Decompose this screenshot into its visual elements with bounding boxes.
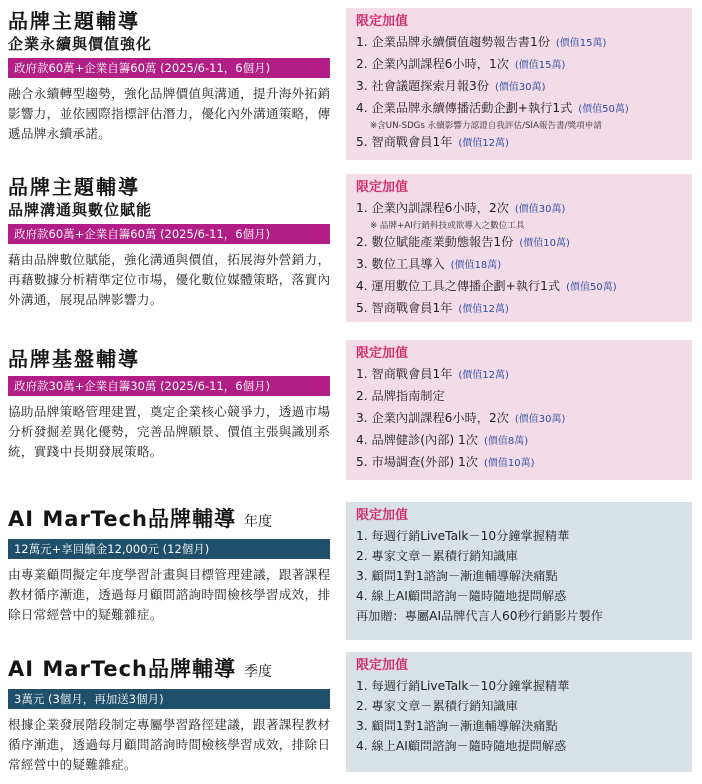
plan-ai-martech-annual <box>0 502 702 640</box>
bonus-panel <box>346 502 692 640</box>
plan-info <box>8 506 338 625</box>
plan-description: 根據企業發展階段制定專屬學習路徑建議，跟著課程教材循序漸進，透過每月顧問諮詢時間檢核學習成效，排除日常經營中的疑難雜症。 <box>8 717 331 772</box>
bonus-item: 1. 智商戰會員1年 (價值12萬) <box>356 367 509 381</box>
bonus-extra: 再加贈：專屬AI品牌代言人60秒行銷影片製作 <box>356 609 603 623</box>
bonus-panel <box>346 652 692 772</box>
plan-title: 品牌主題輔導 <box>8 9 140 33</box>
plan-subtitle: 品牌溝通與數位賦能 <box>8 201 153 219</box>
plan-description: 由專業顧問擬定年度學習計畫與目標管理建議，跟著課程教材循序漸進，透過每月顧問諮詢時間檢核學習成效，排除日常經營中的疑難雜症。 <box>8 567 331 622</box>
bonus-title: 限定加值 <box>356 14 409 29</box>
bonus-title: 限定加值 <box>356 180 409 195</box>
plan-info <box>8 174 338 310</box>
bonus-title: 限定加值 <box>356 508 409 523</box>
bonus-item: 2. 企業內訓課程6小時，1次 (價值15萬) <box>356 57 566 71</box>
bonus-item: 3. 社會議題探索月報3份 (價值30萬) <box>356 79 546 93</box>
plan-title: 品牌主題輔導 <box>8 175 140 199</box>
plan-period: 季度 <box>243 664 272 680</box>
bonus-item: 1. 每週行銷LiveTalk－10分鐘掌握精華 <box>356 529 570 543</box>
price-band: 政府款60萬+企業自籌60萬 (2025/6-11，6個月) <box>8 224 330 244</box>
bonus-item: 5. 智商戰會員1年 (價值12萬) <box>356 301 509 315</box>
bonus-panel <box>346 340 692 480</box>
bonus-note: ※含UN-SDGs 永續影響力認證自我評估/SIA報告書/獎項申請 <box>370 121 602 131</box>
bonus-panel <box>346 8 692 160</box>
bonus-item: 5. 市場調查(外部) 1次 (價值10萬) <box>356 455 535 469</box>
bonus-item: 2. 專家文章－累積行銷知識庫 <box>356 699 518 713</box>
plan-period: 年度 <box>243 514 272 530</box>
bonus-item: 3. 顧問1對1諮詢－漸進輔導解決痛點 <box>356 719 558 733</box>
plan-foundation <box>0 340 702 480</box>
bonus-item: 1. 企業品牌永續價值趨勢報告書1份 (價值15萬) <box>356 35 607 49</box>
bonus-item: 2. 數位賦能產業動態報告1份 (價值10萬) <box>356 235 570 249</box>
plan-description: 融合永續轉型趨勢，強化品牌價值與溝通，提升海外拓銷影響力，並依國際指標評估潛力，優化內外溝通策略，傳遞品牌永續承諾。 <box>8 86 331 141</box>
bonus-item: 4. 線上AI顧問諮詢－隨時隨地提問解惑 <box>356 739 567 753</box>
plan-description: 協助品牌策略管理建置，奠定企業核心競爭力，透過市場分析發掘差異化優勢，完善品牌願景、價值主張與識別系統，實踐中長期發展策略。 <box>8 404 331 459</box>
bonus-item: 4. 線上AI顧問諮詢－隨時隨地提問解惑 <box>356 589 567 603</box>
bonus-item: 3. 數位工具導入 (價值18萬) <box>356 257 502 271</box>
bonus-item: 2. 品牌指南制定 <box>356 389 445 403</box>
bonus-item: 4. 品牌健診(內部) 1次 (價值8萬) <box>356 433 529 447</box>
price-band: 3萬元 (3個月，再加送3個月) <box>8 689 330 709</box>
plan-title: AI MarTech品牌輔導 季度 <box>8 657 272 681</box>
bonus-item: 1. 每週行銷LiveTalk－10分鐘掌握精華 <box>356 679 570 693</box>
bonus-panel <box>346 174 692 322</box>
bonus-item: 4. 企業品牌永續傳播活動企劃+執行1式 (價值50萬) <box>356 101 629 115</box>
plan-ai-martech-quarterly <box>0 652 702 774</box>
plan-sustainability <box>0 8 702 160</box>
bonus-item: 2. 專家文章－累積行銷知識庫 <box>356 549 518 563</box>
bonus-item: 5. 智商戰會員1年 (價值12萬) <box>356 135 509 149</box>
bonus-title: 限定加值 <box>356 346 409 361</box>
bonus-item: 1. 企業內訓課程6小時，2次 (價值30萬) <box>356 201 566 215</box>
bonus-item: 3. 顧問1對1諮詢－漸進輔導解決痛點 <box>356 569 558 583</box>
plan-subtitle: 企業永續與價值強化 <box>8 35 153 53</box>
plan-info <box>8 8 338 144</box>
bonus-title: 限定加值 <box>356 658 409 673</box>
price-band: 12萬元+享回饋金12,000元 (12個月) <box>8 539 330 559</box>
price-band: 政府款30萬+企業自籌30萬 (2025/6-11，6個月) <box>8 376 330 396</box>
bonus-note: ※ 品牌+AI行銷科技或欲導入之數位工具 <box>370 221 525 231</box>
plan-digital-empowerment <box>0 174 702 322</box>
plan-info <box>8 346 338 462</box>
plan-info <box>8 656 338 775</box>
bonus-item: 4. 運用數位工具之傳播企劃+執行1式 (價值50萬) <box>356 279 617 293</box>
plan-title: AI MarTech品牌輔導 年度 <box>8 507 272 531</box>
plan-title: 品牌基盤輔導 <box>8 347 140 371</box>
plan-description: 藉由品牌數位賦能，強化溝通與價值，拓展海外營銷力，再藉數據分析精準定位市場，優化數位媒體策略，落實內外溝通，展現品牌影響力。 <box>8 252 331 307</box>
bonus-item: 3. 企業內訓課程6小時，2次 (價值30萬) <box>356 411 566 425</box>
price-band: 政府款60萬+企業自籌60萬 (2025/6-11，6個月) <box>8 58 330 78</box>
